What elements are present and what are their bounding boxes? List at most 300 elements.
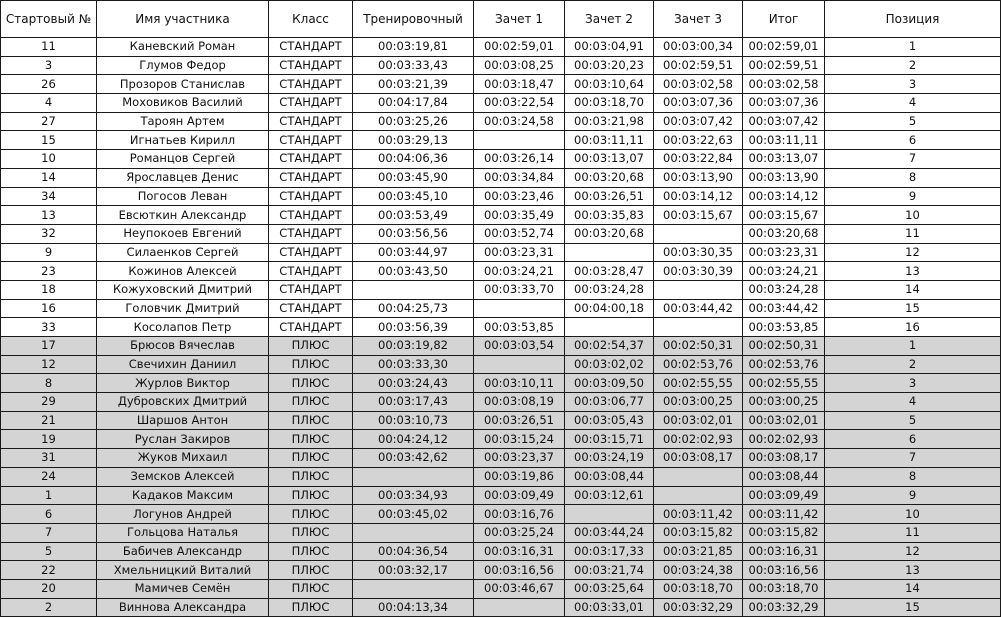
cell-class: СТАНДАРТ xyxy=(269,112,353,131)
cell-position: 1 xyxy=(825,38,1001,57)
cell-participant-name: Свечихин Даниил xyxy=(97,355,269,374)
cell-run-1: 00:03:23,37 xyxy=(474,449,565,468)
cell-training: 00:03:44,97 xyxy=(353,243,474,262)
cell-run-3: 00:02:59,51 xyxy=(654,56,743,75)
cell-total: 00:03:07,36 xyxy=(743,94,825,113)
cell-run-3: 00:03:13,90 xyxy=(654,168,743,187)
cell-run-3 xyxy=(654,486,743,505)
cell-start-number: 4 xyxy=(1,94,97,113)
cell-run-2: 00:03:20,68 xyxy=(565,224,654,243)
cell-participant-name: Прозоров Станислав xyxy=(97,75,269,94)
cell-total: 00:03:16,56 xyxy=(743,561,825,580)
cell-total: 00:03:24,21 xyxy=(743,262,825,281)
table-row xyxy=(1,206,1001,225)
cell-participant-name: Игнатьев Кирилл xyxy=(97,131,269,150)
cell-run-3: 00:03:18,70 xyxy=(654,579,743,598)
cell-position: 5 xyxy=(825,112,1001,131)
cell-start-number: 7 xyxy=(1,523,97,542)
cell-training: 00:04:06,36 xyxy=(353,150,474,169)
cell-run-3: 00:03:30,39 xyxy=(654,262,743,281)
cell-run-1: 00:02:59,01 xyxy=(474,38,565,57)
cell-run-1 xyxy=(474,299,565,318)
cell-start-number: 33 xyxy=(1,318,97,337)
cell-class: ПЛЮС xyxy=(269,355,353,374)
cell-training: 00:03:10,73 xyxy=(353,411,474,430)
cell-run-2: 00:03:20,23 xyxy=(565,56,654,75)
cell-class: СТАНДАРТ xyxy=(269,38,353,57)
cell-start-number: 20 xyxy=(1,579,97,598)
cell-total: 00:03:07,42 xyxy=(743,112,825,131)
cell-training: 00:03:24,43 xyxy=(353,374,474,393)
cell-run-3: 00:03:00,34 xyxy=(654,38,743,57)
cell-participant-name: Шаршов Антон xyxy=(97,411,269,430)
cell-start-number: 26 xyxy=(1,75,97,94)
cell-total: 00:03:15,67 xyxy=(743,206,825,225)
cell-total: 00:03:11,11 xyxy=(743,131,825,150)
cell-total: 00:03:15,82 xyxy=(743,523,825,542)
cell-start-number: 19 xyxy=(1,430,97,449)
table-row xyxy=(1,56,1001,75)
cell-position: 11 xyxy=(825,523,1001,542)
cell-training: 00:03:19,81 xyxy=(353,38,474,57)
cell-training: 00:03:45,90 xyxy=(353,168,474,187)
cell-run-2: 00:03:21,98 xyxy=(565,112,654,131)
header-run-2: Зачет 2 xyxy=(565,1,654,38)
table-row xyxy=(1,467,1001,486)
cell-total: 00:02:59,01 xyxy=(743,38,825,57)
cell-run-1: 00:03:24,58 xyxy=(474,112,565,131)
table-row xyxy=(1,523,1001,542)
cell-run-1: 00:03:26,51 xyxy=(474,411,565,430)
cell-position: 7 xyxy=(825,449,1001,468)
table-row xyxy=(1,598,1001,617)
cell-class: ПЛЮС xyxy=(269,393,353,412)
cell-position: 4 xyxy=(825,393,1001,412)
cell-total: 00:03:32,29 xyxy=(743,598,825,617)
cell-training xyxy=(353,579,474,598)
cell-run-2: 00:03:18,70 xyxy=(565,94,654,113)
cell-run-1: 00:03:23,46 xyxy=(474,187,565,206)
cell-run-1: 00:03:52,74 xyxy=(474,224,565,243)
cell-position: 15 xyxy=(825,299,1001,318)
cell-run-1: 00:03:16,56 xyxy=(474,561,565,580)
cell-run-2: 00:03:13,07 xyxy=(565,150,654,169)
cell-training: 00:03:43,50 xyxy=(353,262,474,281)
cell-class: СТАНДАРТ xyxy=(269,131,353,150)
cell-run-2: 00:03:17,33 xyxy=(565,542,654,561)
cell-start-number: 18 xyxy=(1,280,97,299)
cell-class: СТАНДАРТ xyxy=(269,150,353,169)
cell-participant-name: Каневский Роман xyxy=(97,38,269,57)
cell-class: СТАНДАРТ xyxy=(269,318,353,337)
cell-run-2: 00:03:02,02 xyxy=(565,355,654,374)
cell-run-3: 00:02:02,93 xyxy=(654,430,743,449)
header-position: Позиция xyxy=(825,1,1001,38)
cell-start-number: 17 xyxy=(1,337,97,356)
cell-run-2: 00:03:11,11 xyxy=(565,131,654,150)
cell-position: 12 xyxy=(825,243,1001,262)
cell-run-3: 00:02:53,76 xyxy=(654,355,743,374)
cell-participant-name: Ярославцев Денис xyxy=(97,168,269,187)
cell-training xyxy=(353,280,474,299)
cell-training: 00:03:56,56 xyxy=(353,224,474,243)
cell-training xyxy=(353,467,474,486)
table-row xyxy=(1,505,1001,524)
cell-run-2: 00:03:20,68 xyxy=(565,168,654,187)
cell-run-1: 00:03:53,85 xyxy=(474,318,565,337)
cell-run-1: 00:03:08,25 xyxy=(474,56,565,75)
cell-total: 00:02:55,55 xyxy=(743,374,825,393)
cell-total: 00:03:14,12 xyxy=(743,187,825,206)
cell-run-1: 00:03:34,84 xyxy=(474,168,565,187)
cell-participant-name: Дубровских Дмитрий xyxy=(97,393,269,412)
cell-training xyxy=(353,523,474,542)
cell-total: 00:02:53,76 xyxy=(743,355,825,374)
cell-participant-name: Погосов Леван xyxy=(97,187,269,206)
cell-start-number: 21 xyxy=(1,411,97,430)
cell-run-2: 00:03:08,44 xyxy=(565,467,654,486)
cell-total: 00:03:18,70 xyxy=(743,579,825,598)
cell-training: 00:03:25,26 xyxy=(353,112,474,131)
table-row xyxy=(1,38,1001,57)
cell-total: 00:03:44,42 xyxy=(743,299,825,318)
table-row xyxy=(1,187,1001,206)
cell-run-2: 00:03:04,91 xyxy=(565,38,654,57)
header-run-1: Зачет 1 xyxy=(474,1,565,38)
cell-run-2 xyxy=(565,243,654,262)
cell-run-2: 00:03:05,43 xyxy=(565,411,654,430)
table-row xyxy=(1,318,1001,337)
table-row xyxy=(1,168,1001,187)
cell-position: 9 xyxy=(825,486,1001,505)
cell-run-1: 00:03:25,24 xyxy=(474,523,565,542)
cell-run-3: 00:02:55,55 xyxy=(654,374,743,393)
cell-training: 00:03:34,93 xyxy=(353,486,474,505)
table-row xyxy=(1,542,1001,561)
cell-class: СТАНДАРТ xyxy=(269,224,353,243)
cell-total: 00:03:24,28 xyxy=(743,280,825,299)
cell-start-number: 13 xyxy=(1,206,97,225)
cell-run-3: 00:03:44,42 xyxy=(654,299,743,318)
cell-training: 00:03:29,13 xyxy=(353,131,474,150)
cell-run-1: 00:03:18,47 xyxy=(474,75,565,94)
cell-run-3: 00:03:07,42 xyxy=(654,112,743,131)
cell-run-1: 00:03:26,14 xyxy=(474,150,565,169)
cell-run-3: 00:03:15,67 xyxy=(654,206,743,225)
cell-run-3: 00:03:02,58 xyxy=(654,75,743,94)
cell-position: 3 xyxy=(825,75,1001,94)
cell-run-1: 00:03:22,54 xyxy=(474,94,565,113)
cell-participant-name: Неупокоев Евгений xyxy=(97,224,269,243)
cell-position: 15 xyxy=(825,598,1001,617)
cell-class: ПЛЮС xyxy=(269,467,353,486)
table-row xyxy=(1,337,1001,356)
cell-run-1 xyxy=(474,598,565,617)
cell-run-3: 00:03:30,35 xyxy=(654,243,743,262)
cell-participant-name: Виннова Александра xyxy=(97,598,269,617)
cell-training: 00:03:42,62 xyxy=(353,449,474,468)
cell-class: СТАНДАРТ xyxy=(269,206,353,225)
cell-total: 00:02:02,93 xyxy=(743,430,825,449)
cell-total: 00:03:11,42 xyxy=(743,505,825,524)
cell-position: 2 xyxy=(825,355,1001,374)
cell-position: 10 xyxy=(825,505,1001,524)
cell-start-number: 24 xyxy=(1,467,97,486)
header-training: Тренировочный xyxy=(353,1,474,38)
cell-training: 00:04:13,34 xyxy=(353,598,474,617)
cell-class: ПЛЮС xyxy=(269,579,353,598)
cell-start-number: 14 xyxy=(1,168,97,187)
cell-start-number: 6 xyxy=(1,505,97,524)
cell-participant-name: Жуков Михаил xyxy=(97,449,269,468)
cell-training: 00:04:17,84 xyxy=(353,94,474,113)
cell-participant-name: Головчик Дмитрий xyxy=(97,299,269,318)
cell-start-number: 10 xyxy=(1,150,97,169)
cell-run-2: 00:03:35,83 xyxy=(565,206,654,225)
cell-training: 00:03:56,39 xyxy=(353,318,474,337)
header-participant-name: Имя участника xyxy=(97,1,269,38)
table-row xyxy=(1,374,1001,393)
cell-start-number: 11 xyxy=(1,38,97,57)
cell-start-number: 2 xyxy=(1,598,97,617)
cell-run-3: 00:03:07,36 xyxy=(654,94,743,113)
cell-run-1: 00:03:23,31 xyxy=(474,243,565,262)
cell-run-2: 00:03:25,64 xyxy=(565,579,654,598)
cell-participant-name: Моховиков Василий xyxy=(97,94,269,113)
cell-start-number: 16 xyxy=(1,299,97,318)
cell-class: СТАНДАРТ xyxy=(269,187,353,206)
cell-class: ПЛЮС xyxy=(269,411,353,430)
cell-run-1: 00:03:16,76 xyxy=(474,505,565,524)
cell-position: 10 xyxy=(825,206,1001,225)
cell-run-2: 00:03:21,74 xyxy=(565,561,654,580)
cell-total: 00:03:13,90 xyxy=(743,168,825,187)
cell-run-3: 00:03:11,42 xyxy=(654,505,743,524)
cell-class: СТАНДАРТ xyxy=(269,94,353,113)
cell-training: 00:03:21,39 xyxy=(353,75,474,94)
cell-class: СТАНДАРТ xyxy=(269,75,353,94)
cell-class: СТАНДАРТ xyxy=(269,299,353,318)
cell-class: ПЛЮС xyxy=(269,449,353,468)
cell-training: 00:04:24,12 xyxy=(353,430,474,449)
table-row xyxy=(1,355,1001,374)
cell-class: ПЛЮС xyxy=(269,598,353,617)
cell-start-number: 32 xyxy=(1,224,97,243)
cell-participant-name: Евсюткин Александр xyxy=(97,206,269,225)
cell-position: 16 xyxy=(825,318,1001,337)
cell-start-number: 8 xyxy=(1,374,97,393)
cell-run-1: 00:03:16,31 xyxy=(474,542,565,561)
cell-position: 8 xyxy=(825,467,1001,486)
table-row xyxy=(1,280,1001,299)
cell-participant-name: Тароян Артем xyxy=(97,112,269,131)
table-row xyxy=(1,262,1001,281)
cell-run-2: 00:03:09,50 xyxy=(565,374,654,393)
cell-start-number: 23 xyxy=(1,262,97,281)
cell-total: 00:03:09,49 xyxy=(743,486,825,505)
cell-run-2: 00:03:15,71 xyxy=(565,430,654,449)
cell-class: ПЛЮС xyxy=(269,486,353,505)
cell-run-3 xyxy=(654,318,743,337)
cell-class: ПЛЮС xyxy=(269,337,353,356)
cell-position: 14 xyxy=(825,579,1001,598)
cell-participant-name: Журлов Виктор xyxy=(97,374,269,393)
cell-run-3: 00:03:32,29 xyxy=(654,598,743,617)
cell-training: 00:03:17,43 xyxy=(353,393,474,412)
cell-participant-name: Мамичев Семён xyxy=(97,579,269,598)
cell-start-number: 3 xyxy=(1,56,97,75)
cell-run-2: 00:03:26,51 xyxy=(565,187,654,206)
table-row xyxy=(1,411,1001,430)
cell-run-2: 00:03:33,01 xyxy=(565,598,654,617)
cell-run-2: 00:02:54,37 xyxy=(565,337,654,356)
cell-class: СТАНДАРТ xyxy=(269,262,353,281)
cell-participant-name: Логунов Андрей xyxy=(97,505,269,524)
cell-training: 00:03:45,10 xyxy=(353,187,474,206)
cell-class: ПЛЮС xyxy=(269,505,353,524)
cell-training: 00:03:19,82 xyxy=(353,337,474,356)
cell-training: 00:03:33,43 xyxy=(353,56,474,75)
cell-start-number: 29 xyxy=(1,393,97,412)
cell-class: ПЛЮС xyxy=(269,523,353,542)
cell-training: 00:03:33,30 xyxy=(353,355,474,374)
cell-run-3 xyxy=(654,467,743,486)
cell-participant-name: Косолапов Петр xyxy=(97,318,269,337)
cell-position: 8 xyxy=(825,168,1001,187)
cell-run-2 xyxy=(565,318,654,337)
cell-start-number: 12 xyxy=(1,355,97,374)
cell-start-number: 1 xyxy=(1,486,97,505)
cell-participant-name: Земсков Алексей xyxy=(97,467,269,486)
cell-position: 13 xyxy=(825,262,1001,281)
cell-total: 00:03:02,01 xyxy=(743,411,825,430)
cell-total: 00:02:59,51 xyxy=(743,56,825,75)
cell-training: 00:03:32,17 xyxy=(353,561,474,580)
cell-run-2: 00:04:00,18 xyxy=(565,299,654,318)
cell-participant-name: Хмельницкий Виталий xyxy=(97,561,269,580)
cell-run-1: 00:03:09,49 xyxy=(474,486,565,505)
cell-run-2: 00:03:10,64 xyxy=(565,75,654,94)
cell-position: 6 xyxy=(825,131,1001,150)
cell-total: 00:03:53,85 xyxy=(743,318,825,337)
table-row xyxy=(1,75,1001,94)
cell-position: 9 xyxy=(825,187,1001,206)
cell-class: ПЛЮС xyxy=(269,374,353,393)
cell-position: 4 xyxy=(825,94,1001,113)
cell-run-2: 00:03:44,24 xyxy=(565,523,654,542)
cell-position: 1 xyxy=(825,337,1001,356)
cell-participant-name: Романцов Сергей xyxy=(97,150,269,169)
cell-participant-name: Гольцова Наталья xyxy=(97,523,269,542)
cell-run-2: 00:03:28,47 xyxy=(565,262,654,281)
cell-run-3: 00:02:50,31 xyxy=(654,337,743,356)
cell-run-3: 00:03:24,38 xyxy=(654,561,743,580)
cell-run-1: 00:03:35,49 xyxy=(474,206,565,225)
table-row xyxy=(1,430,1001,449)
cell-position: 6 xyxy=(825,430,1001,449)
cell-run-1: 00:03:19,86 xyxy=(474,467,565,486)
header-start-number: Стартовый № xyxy=(1,1,97,38)
cell-participant-name: Кадаков Максим xyxy=(97,486,269,505)
cell-run-3: 00:03:14,12 xyxy=(654,187,743,206)
cell-start-number: 5 xyxy=(1,542,97,561)
cell-position: 2 xyxy=(825,56,1001,75)
cell-training: 00:03:45,02 xyxy=(353,505,474,524)
cell-training: 00:04:25,73 xyxy=(353,299,474,318)
cell-class: ПЛЮС xyxy=(269,542,353,561)
cell-class: ПЛЮС xyxy=(269,430,353,449)
cell-run-1: 00:03:08,19 xyxy=(474,393,565,412)
cell-total: 00:03:13,07 xyxy=(743,150,825,169)
cell-run-3: 00:03:08,17 xyxy=(654,449,743,468)
cell-start-number: 22 xyxy=(1,561,97,580)
cell-position: 12 xyxy=(825,542,1001,561)
cell-run-1: 00:03:46,67 xyxy=(474,579,565,598)
cell-participant-name: Брюсов Вячеслав xyxy=(97,337,269,356)
cell-start-number: 9 xyxy=(1,243,97,262)
header-run-3: Зачет 3 xyxy=(654,1,743,38)
cell-participant-name: Глумов Федор xyxy=(97,56,269,75)
table-row xyxy=(1,94,1001,113)
cell-position: 13 xyxy=(825,561,1001,580)
cell-run-2: 00:03:12,61 xyxy=(565,486,654,505)
cell-position: 14 xyxy=(825,280,1001,299)
cell-position: 3 xyxy=(825,374,1001,393)
table-row xyxy=(1,224,1001,243)
cell-run-2 xyxy=(565,505,654,524)
cell-total: 00:03:08,44 xyxy=(743,467,825,486)
cell-total: 00:03:02,58 xyxy=(743,75,825,94)
cell-participant-name: Кожинов Алексей xyxy=(97,262,269,281)
cell-run-1: 00:03:24,21 xyxy=(474,262,565,281)
table-row xyxy=(1,486,1001,505)
table-row xyxy=(1,150,1001,169)
cell-run-3: 00:03:15,82 xyxy=(654,523,743,542)
cell-total: 00:03:16,31 xyxy=(743,542,825,561)
cell-position: 11 xyxy=(825,224,1001,243)
cell-run-3: 00:03:21,85 xyxy=(654,542,743,561)
cell-run-2: 00:03:24,19 xyxy=(565,449,654,468)
table-row xyxy=(1,449,1001,468)
cell-start-number: 27 xyxy=(1,112,97,131)
cell-run-3 xyxy=(654,224,743,243)
cell-class: ПЛЮС xyxy=(269,561,353,580)
cell-class: СТАНДАРТ xyxy=(269,56,353,75)
cell-total: 00:03:20,68 xyxy=(743,224,825,243)
header-total: Итог xyxy=(743,1,825,38)
header-row xyxy=(1,1,1001,38)
cell-training: 00:04:36,54 xyxy=(353,542,474,561)
cell-run-1: 00:03:10,11 xyxy=(474,374,565,393)
cell-class: СТАНДАРТ xyxy=(269,280,353,299)
cell-total: 00:03:23,31 xyxy=(743,243,825,262)
table-row xyxy=(1,112,1001,131)
cell-run-1 xyxy=(474,131,565,150)
cell-participant-name: Силаенков Сергей xyxy=(97,243,269,262)
table-row xyxy=(1,561,1001,580)
cell-class: СТАНДАРТ xyxy=(269,243,353,262)
cell-participant-name: Кожуховский Дмитрий xyxy=(97,280,269,299)
table-row xyxy=(1,579,1001,598)
cell-run-3: 00:03:02,01 xyxy=(654,411,743,430)
cell-run-2: 00:03:06,77 xyxy=(565,393,654,412)
cell-run-2: 00:03:24,28 xyxy=(565,280,654,299)
cell-run-1: 00:03:15,24 xyxy=(474,430,565,449)
cell-run-3: 00:03:22,63 xyxy=(654,131,743,150)
cell-run-1 xyxy=(474,355,565,374)
cell-start-number: 15 xyxy=(1,131,97,150)
cell-run-1: 00:03:03,54 xyxy=(474,337,565,356)
